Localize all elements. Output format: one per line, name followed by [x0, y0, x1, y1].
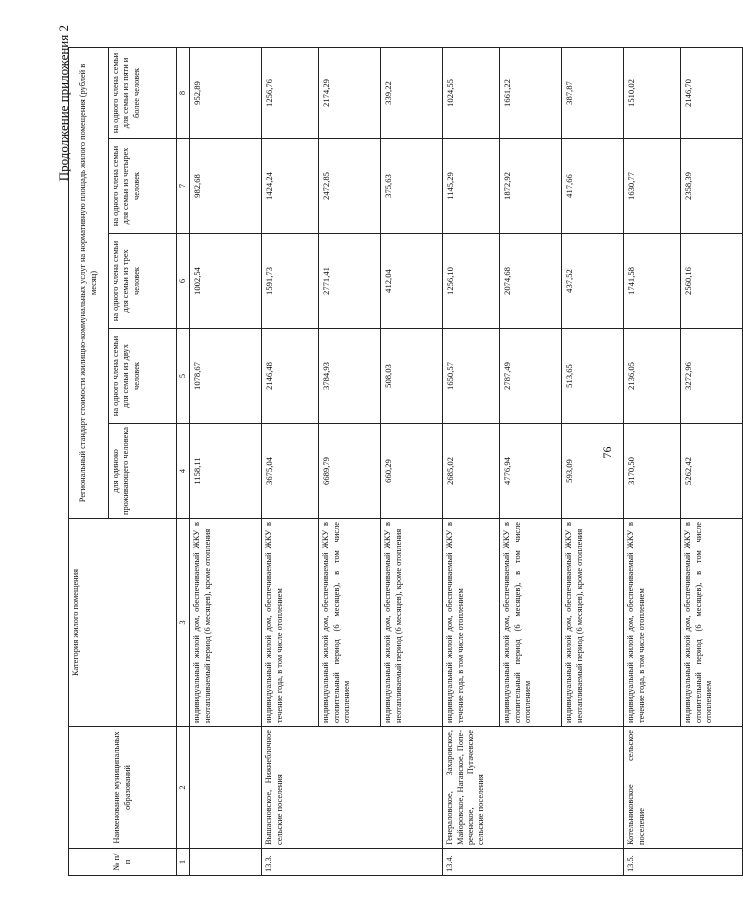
- column-number: 7: [177, 139, 190, 234]
- column-number: 3: [177, 519, 190, 727]
- cost-value: 2472,85: [319, 139, 381, 234]
- column-number: 6: [177, 234, 190, 329]
- cost-value: 508,03: [381, 329, 443, 424]
- header-row-1: [69, 48, 109, 876]
- cost-value: 2136,05: [624, 329, 681, 424]
- page-number: 76: [600, 446, 614, 459]
- column-number: 5: [177, 329, 190, 424]
- cost-value: 2174,29: [319, 48, 381, 139]
- header-col-no: № п/п: [69, 849, 177, 876]
- municipality-name: [190, 727, 262, 849]
- cost-value: 1158,11: [190, 424, 262, 519]
- housing-category: индивидуальный жилой дом, обеспечиваемый ЖКУ в отопительный период (6 месяцев), в том числе отоплением: [500, 519, 562, 727]
- cost-value: 3784,93: [319, 329, 381, 424]
- cost-value: 1630,77: [624, 139, 681, 234]
- standard-cost-table: [68, 47, 743, 876]
- cost-value: 387,87: [562, 48, 624, 139]
- cost-value: 1650,57: [443, 329, 500, 424]
- cost-value: 2358,39: [681, 139, 743, 234]
- cost-value: 1872,92: [500, 139, 562, 234]
- column-number: 4: [177, 424, 190, 519]
- cost-value: 417,66: [562, 139, 624, 234]
- cost-value: 1591,73: [262, 234, 319, 329]
- cost-value: 3272,96: [681, 329, 743, 424]
- housing-category: индивидуальный жилой дом, обеспечиваемый ЖКУ в неотапливаемый период (6 месяцев), кроме отопления: [562, 519, 624, 727]
- cost-value: 1256,10: [443, 234, 500, 329]
- column-number: 2: [177, 727, 190, 849]
- header-sub-4: на одного члена семьи для семьи из четырех человек: [109, 139, 177, 234]
- continuation-title: Продолжение приложения 2: [56, 25, 71, 182]
- cost-value: 2146,70: [681, 48, 743, 139]
- cost-value: 2560,16: [681, 234, 743, 329]
- cost-value: 2771,41: [319, 234, 381, 329]
- cost-value: 593,09: [562, 424, 624, 519]
- header-sub-3: на одного члена семьи для семьи из трех человек: [109, 234, 177, 329]
- municipality-name: Котельниковское сельское поселение: [624, 727, 743, 849]
- column-number: 1: [177, 849, 190, 876]
- cost-value: 2074,68: [500, 234, 562, 329]
- cost-value: 437,52: [562, 234, 624, 329]
- cost-value: 2685,02: [443, 424, 500, 519]
- column-number-row: [177, 48, 190, 876]
- cost-value: 2146,48: [262, 329, 319, 424]
- municipality-name: Вышасновское, Нижнеблочное сельские поселения: [262, 727, 443, 849]
- row-number: [190, 849, 262, 876]
- cost-value: 982,68: [190, 139, 262, 234]
- cost-value: 375,63: [381, 139, 443, 234]
- housing-category: индивидуальный жилой дом, обеспечиваемый ЖКУ в неотапливаемый период (6 месяцев), кроме отопления: [190, 519, 262, 727]
- housing-category: индивидуальный жилой дом, обеспечиваемый ЖКУ в течение года, в том числе отоплением: [443, 519, 500, 727]
- housing-category: индивидуальный жилой дом, обеспечиваемый ЖКУ в течение года, в том числе отоплением: [624, 519, 681, 727]
- cost-value: 339,22: [381, 48, 443, 139]
- cost-value: 1002,54: [190, 234, 262, 329]
- table-row: [443, 48, 500, 876]
- cost-value: 1078,67: [190, 329, 262, 424]
- column-number: 8: [177, 48, 190, 139]
- cost-value: 1024,55: [443, 48, 500, 139]
- cost-value: 3170,50: [624, 424, 681, 519]
- cost-value: 6689,79: [319, 424, 381, 519]
- row-number: 13.5.: [624, 849, 743, 876]
- cost-value: 5262,42: [681, 424, 743, 519]
- housing-category: индивидуальный жилой дом, обеспечиваемый ЖКУ в отопительный период (6 месяцев), в том числе отоплением: [319, 519, 381, 727]
- cost-value: 1256,76: [262, 48, 319, 139]
- row-number: 13.3.: [262, 849, 443, 876]
- housing-category: индивидуальный жилой дом, обеспечиваемый ЖКУ в отопительный период (6 месяцев), в том числе отоплением: [681, 519, 743, 727]
- row-number: 13.4.: [443, 849, 624, 876]
- header-col-name: Наименование муниципальных образований: [69, 727, 177, 849]
- cost-value: 2787,49: [500, 329, 562, 424]
- header-sub-2: на одного члена семьи для семьи из двух человек: [109, 329, 177, 424]
- header-col-category: Категория жилого помещения: [69, 519, 177, 727]
- header-sub-5: на одного члена семьи для семьи из пяти и более человек: [109, 48, 177, 139]
- cost-value: 1145,29: [443, 139, 500, 234]
- table-row: [624, 48, 681, 876]
- cost-value: 4776,94: [500, 424, 562, 519]
- cost-value: 1424,24: [262, 139, 319, 234]
- cost-value: 1741,58: [624, 234, 681, 329]
- municipality-name: Генераловское, Захаровское, Майоровское, Нагавское, Попе-реченское, Пугачевское сельские поселения: [443, 727, 624, 849]
- cost-value: 660,29: [381, 424, 443, 519]
- housing-category: индивидуальный жилой дом, обеспечиваемый ЖКУ в течение года, в том числе отоплением: [262, 519, 319, 727]
- cost-value: 952,89: [190, 48, 262, 139]
- cost-value: 412,04: [381, 234, 443, 329]
- table-row: [190, 48, 262, 876]
- cost-value: 513,65: [562, 329, 624, 424]
- cost-value: 1661,22: [500, 48, 562, 139]
- housing-category: индивидуальный жилой дом, обеспечиваемый ЖКУ в неотапливаемый период (6 месяцев), кроме отопления: [381, 519, 443, 727]
- cost-value: 3675,04: [262, 424, 319, 519]
- header-col-standard: Региональный стандарт стоимости жилищно-коммунальных услуг на нормативную площадь жилого помещения (рублей в месяц): [69, 48, 109, 519]
- table-row: [262, 48, 319, 876]
- cost-value: 1510,02: [624, 48, 681, 139]
- header-sub-1: для одиноко проживающего человека: [109, 424, 177, 519]
